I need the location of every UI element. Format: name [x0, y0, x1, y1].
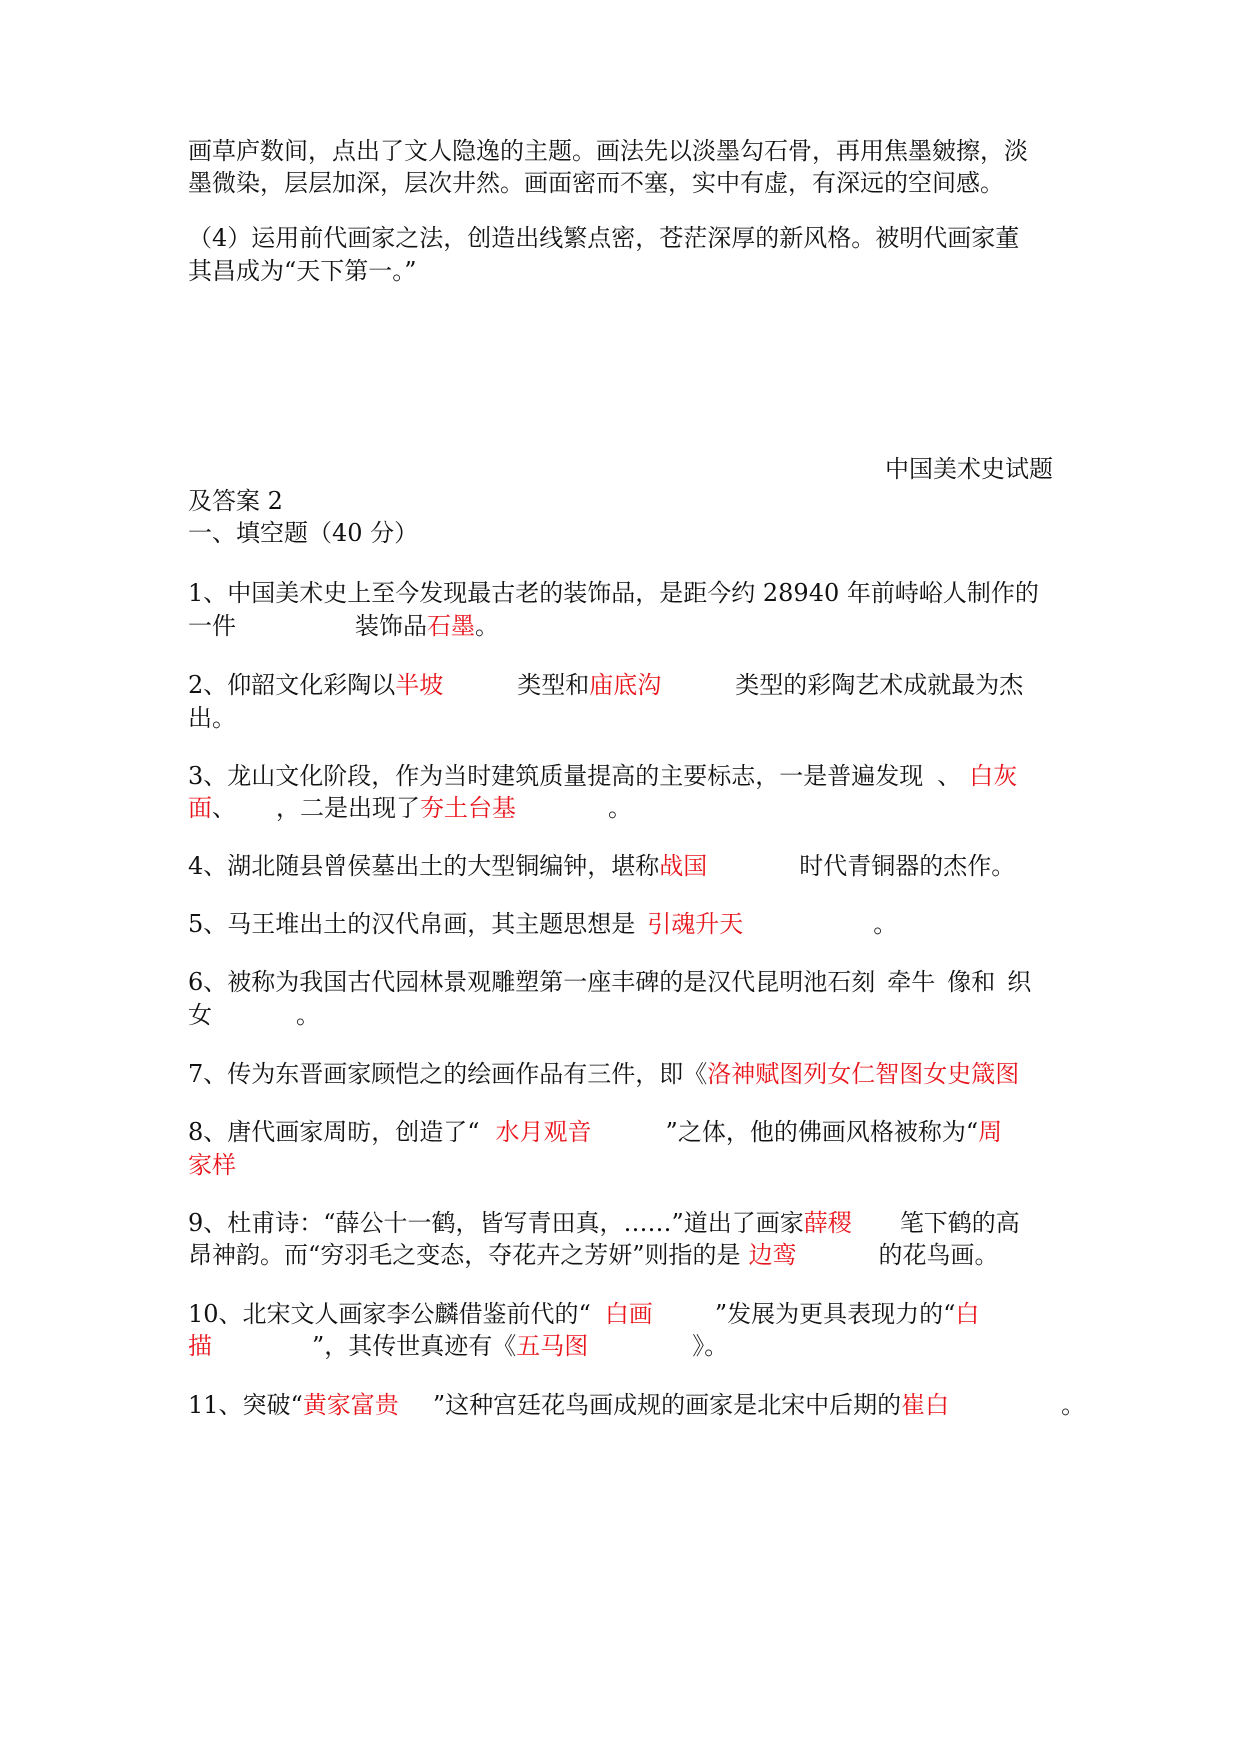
q11-answer-1: 黄家富贵	[302, 1391, 399, 1419]
q11-end: 。	[1061, 1391, 1086, 1419]
q6-line-2	[188, 998, 320, 1032]
q10-answer-3: 五马图	[516, 1332, 589, 1360]
q3-text-b: 、	[937, 762, 962, 790]
q9-text-c: 昂神韵。而“穷羽毛之变态，夺花卉之芳妍”则指的是	[188, 1241, 741, 1269]
q3-line-1	[188, 759, 1017, 793]
q2-line-2: 出。	[188, 704, 236, 732]
q8-line-2	[188, 1148, 236, 1182]
q7-line-1	[188, 1057, 1019, 1091]
q9-answer-2: 边鸾	[748, 1241, 797, 1269]
q4-text-a: 4、湖北随县曾侯墓出土的大型铜编钟，堪称	[188, 852, 660, 880]
q2-line-1	[188, 668, 1023, 702]
intro-line-1: 画草庐数间，点出了文人隐逸的主题。画法先以淡墨勾石骨，再用焦墨皴擦，淡	[188, 137, 1028, 165]
q5-line-1	[188, 907, 897, 941]
q9-text-b: 笔下鹤的高	[899, 1209, 1020, 1237]
q6-text-a: 6、被称为我国古代园林景观雕塑第一座丰碑的是汉代昆明池石刻	[188, 968, 876, 996]
q10-line-1	[188, 1297, 979, 1331]
q10-text-c: ”，其传世真迹有《	[312, 1332, 517, 1360]
item-4-line-2: 其昌成为“天下第一。”	[188, 257, 417, 285]
q1-end: 。	[475, 612, 499, 640]
q9-text-a: 9、杜甫诗：“薛公十一鹤，皆写青田真，……”道出了画家	[188, 1209, 804, 1237]
q1-line-2	[188, 609, 499, 643]
q10-answer-1: 白画	[604, 1300, 653, 1328]
q10-text-a: 10、北宋文人画家李公麟借鉴前代的“	[188, 1300, 591, 1328]
q9-text-d: 的花鸟画。	[878, 1241, 999, 1269]
q11-answer-2: 崔白	[901, 1391, 950, 1419]
q5-end: 。	[873, 910, 898, 938]
q11-text-b: ”这种宫廷花鸟画成规的画家是北宋中后期的	[432, 1391, 902, 1419]
q8-answer-1: 水月观音	[495, 1118, 592, 1146]
q5-text-a: 5、马王堆出土的汉代帛画，其主题思想是	[188, 910, 636, 938]
q8-text-a: 8、唐代画家周昉，创造了“	[188, 1118, 480, 1146]
q3-answer-1a: 白灰	[969, 762, 1018, 790]
q2-answer-2: 庙底沟	[589, 671, 662, 699]
q2-answer-1: 半坡	[395, 671, 444, 699]
intro-line-2: 墨微染，层层加深，层次井然。画面密而不塞，实中有虚，有深远的空间感。	[188, 169, 1004, 197]
q7-answer: 洛神赋图列女仁智图女史箴图	[707, 1060, 1020, 1088]
q10-answer-2b: 描	[188, 1332, 212, 1360]
q6-text-l2: 女	[188, 1001, 212, 1029]
q3-text-d: ，二是出现了	[276, 794, 420, 822]
q1-answer: 石墨	[427, 612, 475, 640]
q6-text-d: 织	[1007, 968, 1032, 996]
q9-line-1	[188, 1206, 1020, 1240]
q10-answer-2a: 白	[955, 1300, 980, 1328]
item-4-line-1: （4）运用前代画家之法，创造出线繁点密，苍茫深厚的新风格。被明代画家董	[188, 224, 1020, 252]
q3-text-a: 3、龙山文化阶段，作为当时建筑质量提高的主要标志，一是普遍发现	[188, 762, 924, 790]
q5-answer: 引魂升天	[647, 910, 744, 938]
q8-line-1	[188, 1115, 1002, 1149]
q9-answer-1: 薛稷	[803, 1209, 852, 1237]
q3-end: 。	[608, 794, 632, 822]
doc-title-part-2: 及答案 2	[188, 487, 283, 515]
q9-line-2	[188, 1238, 999, 1272]
q6-text-c: 像和	[947, 968, 996, 996]
q3-text-c: 、	[212, 794, 236, 822]
q4-line-1	[188, 849, 1015, 883]
q3-line-2	[188, 791, 632, 825]
q7-text-a: 7、传为东晋画家顾恺之的绘画作品有三件，即《	[188, 1060, 708, 1088]
q8-text-b: ”之体，他的佛画风格被称为“	[665, 1118, 979, 1146]
q1-line-1: 1、中国美术史上至今发现最古老的装饰品，是距今约 28940 年前峙峪人制作的	[188, 579, 1039, 607]
q3-answer-2: 夯土台基	[420, 794, 516, 822]
q1-text-a: 一件	[188, 612, 236, 640]
q11-text-a: 11、突破“	[188, 1391, 303, 1419]
q10-line-2	[188, 1329, 728, 1363]
q6-end: 。	[296, 1001, 320, 1029]
q2-text-a: 2、仰韶文化彩陶以	[188, 671, 396, 699]
q1-text-b: 装饰品	[355, 612, 427, 640]
q4-text-b: 时代青铜器的杰作。	[799, 852, 1016, 880]
q11-line-1	[188, 1388, 1085, 1422]
q10-text-b: ”发展为更具表现力的“	[714, 1300, 956, 1328]
q4-answer: 战国	[659, 852, 708, 880]
q2-text-c: 类型的彩陶艺术成就最为杰	[735, 671, 1024, 699]
q8-answer-2a: 周	[978, 1118, 1003, 1146]
q3-answer-1b: 面	[188, 794, 212, 822]
q2-text-b: 类型和	[517, 671, 590, 699]
q8-answer-2b: 家样	[188, 1151, 236, 1179]
doc-title-part-1: 中国美术史试题	[885, 455, 1053, 483]
q10-text-d: 》。	[692, 1332, 729, 1360]
section-heading: 一、填空题（40 分）	[188, 519, 419, 547]
q6-line-1	[188, 965, 1031, 999]
q6-text-b: 牵牛	[887, 968, 936, 996]
